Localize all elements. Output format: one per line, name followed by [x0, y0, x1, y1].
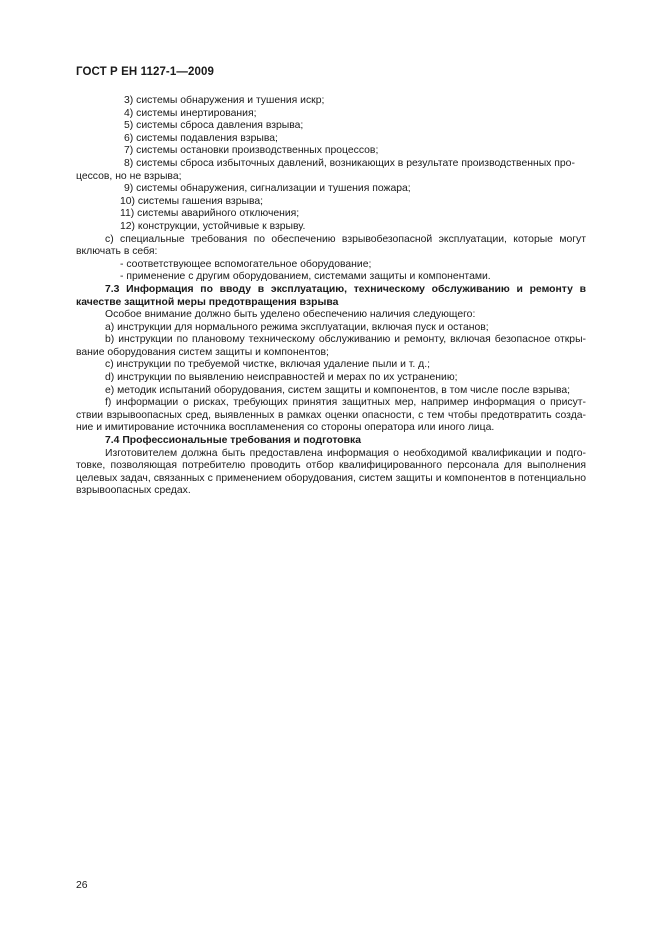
item-b: b) инструкции по плановому техническому обслуживанию и ремонту, включая безопасное откры-вание оборудования систем защиты и компонентов;	[76, 334, 586, 358]
section-7-4-text: Изготовителем должна быть предоставлена информация о необходимой квалификации и подго-товке, позволяющая потребителю проводить отбор квалифицированного персонала для выполнения целевых задач, связанных с применением оборудования, систем защиты и компонентов в потенциально взрывоопасных средах.	[76, 447, 586, 497]
list-item-12: 12) конструкции, устойчивые к взрыву.	[120, 220, 306, 232]
section-7-3-intro: Особое внимание должно быть уделено обеспечению наличия следующего:	[105, 309, 476, 321]
paragraph-c: c) специальные требования по обеспечению взрывобезопасной эксплуатации, которые могут включать в себя:	[76, 233, 586, 258]
list-item-6: 6) системы подавления взрыва;	[124, 132, 278, 144]
list-item-4: 4) системы инертирования;	[124, 107, 257, 119]
list-item-5: 5) системы сброса давления взрыва;	[124, 120, 304, 132]
section-7-4-heading: 7.4 Профессиональные требования и подготовка	[105, 435, 362, 447]
item-c: c) инструкции по требуемой чистке, включая удаление пыли и т. д.;	[105, 359, 430, 371]
item-e: e) методик испытаний оборудования, систем защиты и компонентов, в том числе после взрыва;	[105, 384, 571, 396]
list-item-10: 10) системы гашения взрыва;	[120, 195, 264, 207]
page-number: 26	[76, 880, 88, 891]
list-item-8-continuation: цессов, но не взрыва;	[76, 170, 182, 182]
list-item-3: 3) системы обнаружения и тушения искр;	[124, 95, 325, 106]
document-header: ГОСТ Р ЕН 1127-1—2009	[76, 66, 214, 78]
list-item-7: 7) системы остановки производственных процессов;	[124, 145, 379, 157]
page-body	[76, 95, 586, 498]
item-a: a) инструкции для нормального режима эксплуатации, включая пуск и останов;	[105, 321, 489, 333]
section-7-3-heading: 7.3 Информация по вводу в эксплуатацию, техническому обслуживанию и ремонту в качестве защитной меры предотвращения взрыва	[76, 283, 586, 308]
list-item-8: 8) системы сброса избыточных давлений, возникающих в результате производственных про-	[124, 157, 575, 169]
list-item-11: 11) системы аварийного отключения;	[120, 208, 300, 220]
list-item-9: 9) системы обнаружения, сигнализации и тушения пожара;	[124, 183, 411, 195]
item-d: d) инструкции по выявлению неисправностей и мерах по их устранению;	[105, 372, 458, 384]
item-f: f) информации о рисках, требующих принятия защитных мер, например информация о присут-ствии взрывоопасных сред, выявленных в рамках оценки опасности, с тем чтобы предотвратить созда-ние и имитирование источника воспламенения со стороны оператора или иного лица.	[76, 397, 586, 434]
dash-item-2: - применение с другим оборудованием, системами защиты и компонентами.	[120, 271, 491, 283]
dash-item-1: - соответствующее вспомогательное оборудование;	[120, 258, 372, 270]
